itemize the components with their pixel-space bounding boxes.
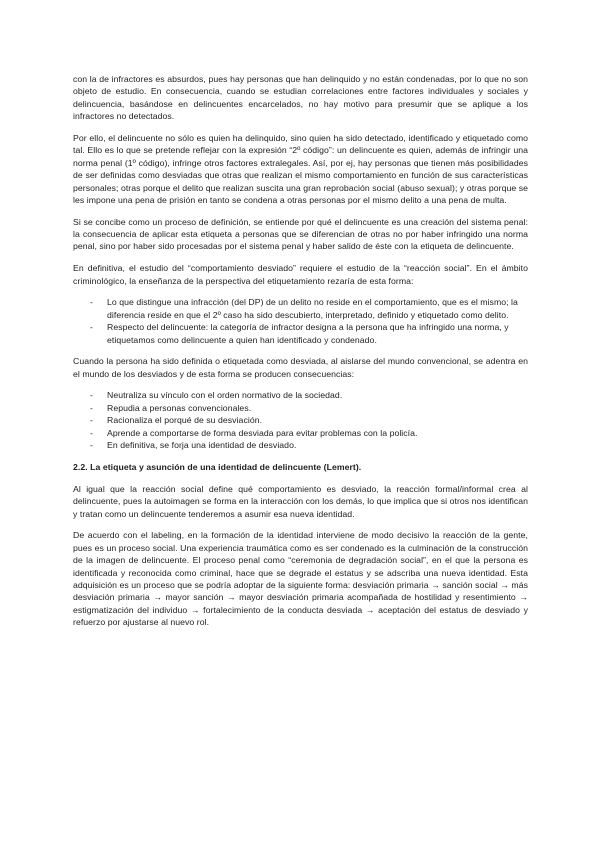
list-item-text: Aprende a comportarse de forma desviada para evitar problemas con la policía. bbox=[107, 427, 418, 438]
list-item bbox=[73, 402, 528, 414]
list-dash: - bbox=[90, 402, 93, 413]
list-dash: - bbox=[90, 297, 93, 308]
paragraph-5: Cuando la persona ha sido definida o etiquetada como desviada, al aislarse del mundo convencional, se adentra en el mundo de los desviados y de esta forma se producen consecuencias: bbox=[73, 356, 528, 379]
list-item bbox=[73, 439, 528, 451]
list-item bbox=[73, 414, 528, 426]
paragraph-3: Si se concibe como un proceso de definición, se entiende por qué el delincuente es una creación del sistema penal: la consecuencia de aplicar esta etiqueta a personas que se diferencian de otras no por haber infringido una norma penal, sino por haber sido procesadas por el sistema penal y haber salido de éste con la etiqueta de delincuente. bbox=[73, 216, 528, 252]
paragraph-6: Al igual que la reacción social define qué comportamiento es desviado, la reacción formal/informal crea al delincuente, pues la autoimagen se forma en la interacción con los demás, lo que implica que si otros nos identifican y tratan como un delincuente tenderemos a asumir esa nueva identidad. bbox=[73, 483, 528, 519]
list-item bbox=[73, 389, 528, 401]
paragraph-1: con la de infractores es absurdos, pues hay personas que han delinquido y no están condenadas, por lo que no son objeto de estudio. En consecuencia, cuando se estudian correlaciones entre factores individuales y sociales y delincuencia, basándose en delincuentes encarcelados, no hay motivo para presumir que se aplique a los infractores no detectados. bbox=[73, 74, 528, 122]
list-item-text: Lo que distingue una infracción (del DP) de un delito no reside en el comportamiento, que es el mismo; la diferencia reside en que el 2º caso ha sido descubierto, interpretado, definido y etiquetado como delito. bbox=[107, 297, 518, 320]
paragraph-4: En definitiva, el estudio del “comportamiento desviado” requiere el estudio de la “reacción social”. En el ámbito criminológico, la enseñanza de la perspectiva del etiquetamiento rezaría de esta forma: bbox=[73, 263, 528, 286]
list-item-text: Respecto del delincuente: la categoría de infractor designa a la persona que ha infringido una norma, y etiquetamos como delincuente a quien han identificado y condenado. bbox=[107, 322, 509, 345]
list-dash: - bbox=[90, 322, 93, 333]
list-dash: - bbox=[90, 390, 93, 401]
list-item-text: Repudia a personas convencionales. bbox=[107, 402, 252, 413]
list-item bbox=[73, 427, 528, 439]
list-dash: - bbox=[90, 415, 93, 426]
list-item-text: Racionaliza el porqué de su desviación. bbox=[107, 415, 263, 426]
list-dash: - bbox=[90, 439, 93, 450]
list-item-text: Neutraliza su vínculo con el orden normativo de la sociedad. bbox=[107, 390, 343, 401]
list-item-text: En definitiva, se forja una identidad de desviado. bbox=[107, 439, 297, 450]
list-item bbox=[73, 296, 528, 321]
paragraph-7: De acuerdo con el labeling, en la formación de la identidad interviene de modo decisivo la reacción de la gente, pues es un proceso social. Una experiencia traumática como es ser condenado es la culminación de la construcción de la imagen de delincuente. El proceso penal como “ceremonia de degradación social”, en el que la persona es identificada y reconocida como criminal, hace que se degrade el estatus y se adscriba una nueva identidad. Esta adquisición es un proceso que se podría adoptar de la siguiente forma: desviación primaria → sanción social → más desviación primaria → mayor sanción → mayor desviación primaria acompañada de hostilidad y resentimiento → estigmatización del individuo → fortalecimiento de la conducta desviada → aceptación del estatus de desviado y refuerzo por ajustarse al nuevo rol. bbox=[73, 530, 528, 628]
list-dash: - bbox=[90, 427, 93, 438]
consequences-list bbox=[73, 389, 528, 451]
paragraph-2: Por ello, el delincuente no sólo es quien ha delinquido, sino quien ha sido detectado, identificado y etiquetado como tal. Ello es lo que se pretende reflejar con la expresión “2º código”: un delincuente es quien, además de infringir una norma penal (1º código), infringe otros factores extralegales. Así, por ej, hay personas que tienen más posibilidades de ser definidas como desviadas que otras que realizan el mismo comportamiento en función de sus características personales; otras porque el delito que realizan suscita una gran reprobación social (abuso sexual); y otras porque se les impone una pena de prisión en tanto se condena a otras personas por el mismo delito a una pena de multa. bbox=[73, 132, 528, 205]
section-heading: 2.2. La etiqueta y asunción de una identidad de delincuente (Lemert). bbox=[73, 461, 362, 472]
labeling-points-list bbox=[73, 296, 528, 346]
list-item bbox=[73, 321, 528, 346]
